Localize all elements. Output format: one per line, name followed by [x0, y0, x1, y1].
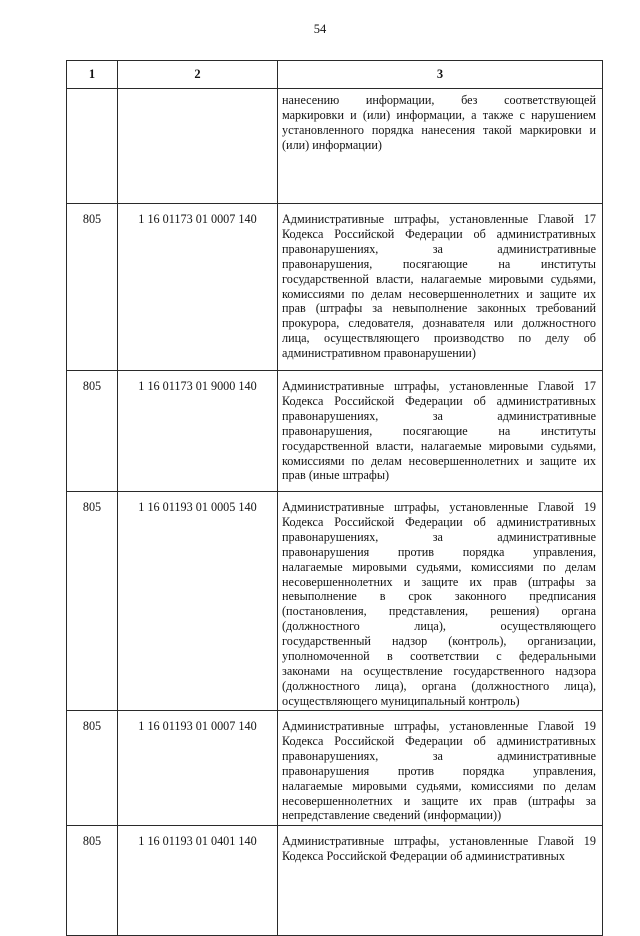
description-cell: [278, 492, 603, 711]
description-line: непредставление сведений (информации)): [282, 808, 502, 823]
description-line: маркировки и (или) информации, а также с нарушением: [282, 107, 596, 122]
admin-code-cell: 805: [67, 492, 118, 711]
description-line: нанесению информации, без соответствующей: [282, 93, 596, 107]
table-row: [67, 711, 603, 826]
description-line: (или) информации): [282, 137, 382, 152]
description-line: налагаемые мировыми судьями, комиссиями по делам: [282, 559, 596, 574]
admin-code-cell: 805: [67, 371, 118, 492]
description-line: прокурора, следователя, дознавателя или должностного: [282, 316, 596, 331]
budget-classification-code-cell: 1 16 01173 01 9000 140: [118, 371, 278, 492]
description-line: правонарушениях, за административные: [282, 408, 596, 423]
table-row: [67, 492, 603, 711]
description-line: комиссиями по делам несовершеннолетних и защите их: [282, 286, 596, 301]
description-line: уполномоченной в соответствии с федеральными: [282, 649, 596, 664]
description-line: законами на осуществление государственного надзора: [282, 663, 596, 678]
description-line: налагаемые мировыми судьями, комиссиями по делам: [282, 778, 596, 793]
description-line: Административные штрафы, установленные Главой 19: [282, 834, 596, 848]
admin-code-cell: [67, 89, 118, 204]
description-cell: [278, 711, 603, 826]
admin-code-cell: 805: [67, 711, 118, 826]
description-line: административном правонарушении): [282, 346, 476, 361]
description-line: Кодекса Российской Федерации об административных: [282, 393, 596, 408]
description-cell: [278, 826, 603, 936]
description-line: лица, осуществляющего производство по делу об: [282, 331, 596, 346]
description-text: [282, 379, 598, 483]
description-text: [282, 500, 598, 709]
description-text: [282, 834, 598, 864]
description-line: правонарушениях, за административные: [282, 529, 596, 544]
description-text: [282, 93, 598, 153]
table-row: [67, 371, 603, 492]
description-line: государственной власти, налагаемые мировыми судьями,: [282, 271, 596, 286]
budget-classification-code-cell: 1 16 01193 01 0007 140: [118, 711, 278, 826]
description-line: правонарушения против порядка управления,: [282, 763, 596, 778]
budget-codes-table: [66, 60, 603, 936]
description-line: государственной власти, налагаемые мировыми судьями,: [282, 438, 596, 453]
header-col-3: 3: [278, 61, 603, 89]
description-line: осуществляющего муниципальный контроль): [282, 693, 520, 708]
description-line: Кодекса Российской Федерации об административных: [282, 848, 565, 863]
description-cell: [278, 204, 603, 371]
description-line: государственный надзор (контроль), организации,: [282, 634, 596, 649]
description-line: несовершеннолетних и защите их прав (штрафы за: [282, 793, 596, 808]
description-line: невыполнение в срок законного предписания: [282, 589, 596, 604]
description-line: (должностного лица), осуществляющего: [282, 619, 596, 634]
description-line: прав (штрафы за невыполнение законных требований: [282, 301, 596, 316]
admin-code-cell: 805: [67, 204, 118, 371]
description-line: несовершеннолетних и защите их прав (штрафы за: [282, 574, 596, 589]
description-line: Административные штрафы, установленные Главой 19: [282, 719, 596, 733]
admin-code-cell: 805: [67, 826, 118, 936]
table-header-row: [67, 61, 603, 89]
budget-classification-code-cell: 1 16 01173 01 0007 140: [118, 204, 278, 371]
description-line: комиссиями по делам несовершеннолетних и защите их: [282, 453, 596, 468]
description-line: Кодекса Российской Федерации об административных: [282, 514, 596, 529]
description-line: (должностного лица), органа (должностного лица),: [282, 678, 596, 693]
table-body: [67, 89, 603, 936]
description-text: [282, 212, 598, 361]
description-line: Административные штрафы, установленные Главой 19: [282, 500, 596, 514]
description-cell: [278, 89, 603, 204]
table-row: [67, 204, 603, 371]
budget-classification-code-cell: [118, 89, 278, 204]
description-text: [282, 719, 598, 823]
page-number: 54: [313, 22, 327, 36]
table-row: [67, 826, 603, 936]
description-line: (постановления, представления, решения) органа: [282, 604, 596, 619]
budget-classification-code-cell: 1 16 01193 01 0005 140: [118, 492, 278, 711]
description-line: правонарушения, посягающие на институты: [282, 423, 596, 438]
description-line: Административные штрафы, установленные Главой 17: [282, 379, 596, 393]
description-line: правонарушения против порядка управления,: [282, 544, 596, 559]
description-cell: [278, 371, 603, 492]
description-line: Административные штрафы, установленные Главой 17: [282, 212, 596, 226]
description-line: Кодекса Российской Федерации об административных: [282, 733, 596, 748]
header-col-1: 1: [67, 61, 118, 89]
description-line: правонарушениях, за административные: [282, 748, 596, 763]
table-row: [67, 89, 603, 204]
header-col-2: 2: [118, 61, 278, 89]
budget-classification-code-cell: 1 16 01193 01 0401 140: [118, 826, 278, 936]
description-line: прав (иные штрафы): [282, 468, 390, 483]
description-line: правонарушениях, за административные: [282, 241, 596, 256]
description-line: установленного порядка нанесения такой маркировки и: [282, 122, 596, 137]
description-line: правонарушения, посягающие на институты: [282, 256, 596, 271]
description-line: Кодекса Российской Федерации об административных: [282, 226, 596, 241]
